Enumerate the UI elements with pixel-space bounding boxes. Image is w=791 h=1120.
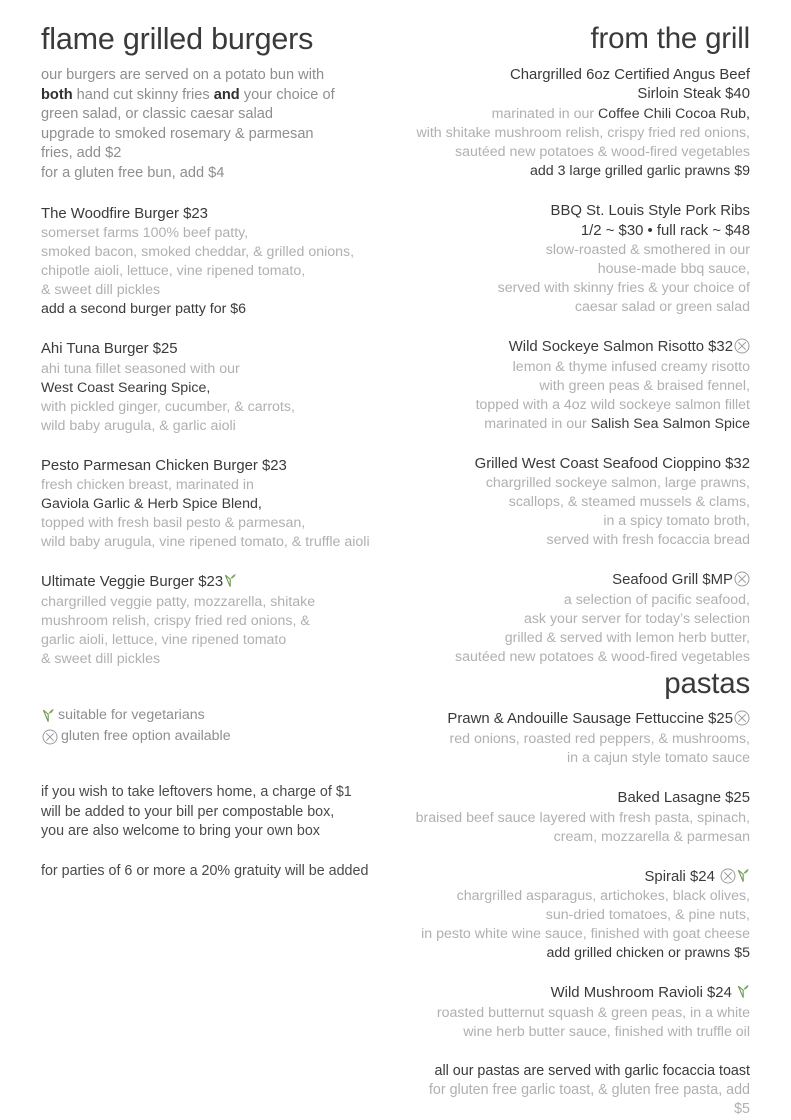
item-name-line-1: Chargrilled 6oz Certified Angus Beef (509, 66, 750, 83)
desc-line: with pickled ginger, cucumber, & carrots, (41, 398, 295, 415)
item-name-text: Pesto Parmesan Chicken Burger $23 (41, 457, 287, 474)
desc-line: a selection of pacific seafood, (563, 591, 750, 608)
desc-line: grilled & served with lemon herb butter, (504, 629, 750, 646)
desc-line: in a spicy tomato broth, (603, 513, 750, 530)
vegetarian-icon (737, 984, 750, 999)
desc-line: served with skinny fries & your choice of (497, 280, 750, 297)
note-line: if you wish to take leftovers home, a charge of $1 (41, 784, 352, 801)
item-description (413, 730, 751, 768)
item-name (413, 202, 751, 241)
desc-line: chipotle aioli, lettuce, vine ripened tomato, (41, 263, 306, 280)
intro-line-4: upgrade to smoked rosemary & parmesan (41, 125, 314, 142)
desc-line: in a cajun style tomato sauce (567, 749, 750, 766)
item-name (413, 984, 751, 1004)
item-description (413, 358, 751, 434)
menu-item (41, 457, 379, 552)
desc-emphasis-line: West Coast Searing Spice, (41, 379, 211, 396)
intro-line-2-mid: hand cut skinny fries (72, 86, 214, 103)
desc-line: ahi tuna fillet seasoned with our (41, 360, 240, 377)
section-heading-pastas: pastas (664, 666, 750, 700)
item-name-line-2: 1/2 ~ $30 • full rack ~ $48 (580, 222, 750, 239)
gluten-free-icon (720, 868, 736, 884)
desc-line: topped with a 4oz wild sockeye salmon fillet (475, 396, 750, 413)
desc-line: braised beef sauce layered with fresh pasta, spinach, (415, 809, 750, 826)
item-description (413, 1004, 751, 1042)
item-name (41, 340, 379, 360)
desc-line: & sweet dill pickles (41, 282, 161, 299)
desc-line: red onions, roasted red peppers, & mushrooms, (449, 731, 750, 748)
desc-line: cream, mozzarella & parmesan (553, 828, 750, 845)
pasta-footer-note (413, 1062, 751, 1120)
desc-line: ask your server for today’s selection (523, 610, 750, 627)
burgers-column (41, 22, 379, 1024)
item-name (413, 571, 751, 591)
desc-line: caesar salad or green salad (574, 299, 750, 316)
item-addon: add a second burger patty for $6 (41, 301, 247, 318)
item-name (413, 66, 751, 105)
item-description (41, 360, 379, 436)
menu-item (413, 868, 751, 963)
desc-line: wild baby arugula, vine ripened tomato, & truffle aioli (41, 534, 370, 551)
grill-and-pastas-column (413, 22, 751, 1118)
note-line: you are also welcome to bring your own box (41, 823, 320, 840)
desc-line: lemon & thyme infused creamy risotto (512, 358, 750, 375)
item-name (413, 868, 751, 888)
item-description (413, 241, 751, 317)
vegetarian-icon (224, 573, 237, 588)
vegetarian-icon (42, 708, 55, 723)
legend-row-gluten-free (41, 726, 379, 747)
item-name (41, 457, 379, 477)
gluten-free-icon (734, 710, 750, 726)
menu-item (41, 205, 379, 319)
desc-line: in pesto white wine sauce, finished with goat cheese (421, 926, 750, 943)
menu-item (413, 789, 751, 847)
desc-line: garlic aioli, lettuce, vine ripened tomato (41, 631, 287, 648)
menu-item (413, 710, 751, 768)
vegetarian-icon (737, 868, 750, 883)
desc-line: served with fresh focaccia bread (546, 532, 750, 549)
desc-line-prefix: marinated in our (484, 415, 591, 432)
desc-emphasis-word: Salish Sea Salmon Spice (590, 415, 750, 432)
item-addon: add grilled chicken or prawns $5 (546, 945, 750, 962)
gluten-free-icon (734, 571, 750, 587)
section-heading-burgers: flame grilled burgers (41, 22, 314, 56)
item-description (41, 593, 379, 669)
item-name (41, 205, 379, 225)
intro-line-2-end: your choice of (239, 86, 335, 103)
note-line: for parties of 6 or more a 20% gratuity will be added (41, 862, 369, 879)
item-description (41, 476, 379, 552)
desc-line: slow-roasted & smothered in our (545, 242, 750, 259)
item-description (413, 887, 751, 963)
intro-line-2 (41, 86, 379, 106)
pasta-footer-line-2: for gluten free garlic toast, & gluten free pasta, add $5 (428, 1082, 750, 1118)
footer-notes (41, 783, 379, 881)
item-name-text: The Woodfire Burger $23 (41, 205, 208, 222)
item-name (413, 338, 751, 358)
desc-line: wine herb butter sauce, finished with truffle oil (463, 1023, 750, 1040)
menu-item (41, 573, 379, 668)
desc-line: with shitake mushroom relish, crispy fried red onions, (416, 125, 750, 142)
desc-line: chargrilled asparagus, artichokes, black olives, (456, 888, 750, 905)
gluten-free-icon (42, 729, 58, 745)
note-gratuity (41, 862, 379, 881)
desc-line: somerset farms 100% beef patty, (41, 225, 249, 242)
section-heading-grill: from the grill (590, 22, 750, 55)
intro-bold-and: and (213, 86, 240, 103)
menu-item (413, 455, 751, 550)
desc-line: sun-dried tomatoes, & pine nuts, (545, 907, 750, 924)
desc-line: sautéed new potatoes & wood-fired vegetables (455, 144, 750, 161)
menu-item (413, 202, 751, 317)
intro-line-6: for a gluten free bun, add $4 (41, 165, 225, 182)
intro-line-1: our burgers are served on a potato bun with (41, 66, 325, 83)
item-name-text: Ultimate Veggie Burger $23 (41, 574, 224, 591)
item-name-text: Ahi Tuna Burger $25 (41, 341, 178, 358)
legend-row-vegetarian (41, 705, 379, 726)
desc-line: roasted butternut squash & green peas, in a white (436, 1004, 750, 1021)
desc-line: chargrilled sockeye salmon, large prawns, (485, 475, 750, 492)
item-description (413, 809, 751, 847)
item-name-line-1: Seafood Grill $MP (612, 572, 733, 589)
intro-line-3: green salad, or classic caesar salad (41, 106, 273, 123)
desc-line: scallops, & steamed mussels & clams, (508, 494, 750, 511)
item-description (413, 474, 751, 550)
menu-item (413, 984, 751, 1042)
burgers-intro (41, 66, 379, 184)
item-description (41, 224, 379, 319)
gluten-free-icon (734, 338, 750, 354)
note-leftovers (41, 783, 379, 841)
desc-line: chargrilled veggie patty, mozzarella, shitake (41, 593, 316, 610)
item-description (413, 105, 751, 181)
item-name-line-2: Sirloin Steak $40 (637, 86, 750, 103)
menu-item (413, 66, 751, 181)
item-name (413, 455, 751, 475)
pasta-footer-line-1: all our pastas are served with garlic focaccia toast (434, 1062, 750, 1079)
desc-emphasis-line: Gaviola Garlic & Herb Spice Blend, (41, 496, 262, 513)
item-name-line-1: Spirali $24 (644, 868, 715, 885)
item-addon: add 3 large grilled garlic prawns $9 (529, 163, 750, 179)
desc-line (413, 105, 751, 124)
desc-line: & sweet dill pickles (41, 650, 161, 667)
item-name (41, 573, 379, 593)
item-name-line-1: Wild Sockeye Salmon Risotto $32 (508, 339, 733, 356)
desc-line: topped with fresh basil pesto & parmesan, (41, 515, 306, 532)
desc-line: with green peas & braised fennel, (539, 377, 750, 394)
desc-line: house-made bbq sauce, (597, 261, 750, 278)
item-name-line-1: Prawn & Andouille Sausage Fettuccine $25 (447, 711, 733, 728)
item-name-line-1: Baked Lasagne $25 (617, 789, 750, 806)
desc-line: fresh chicken breast, marinated in (41, 477, 254, 494)
item-name-line-1: Wild Mushroom Ravioli $24 (550, 985, 732, 1001)
desc-emphasis-word: Coffee Chili Cocoa Rub, (598, 106, 750, 123)
item-description (413, 591, 751, 667)
item-name-line-1: BBQ St. Louis Style Pork Ribs (550, 202, 750, 219)
item-name-line-1: Grilled West Coast Seafood Cioppino $32 (474, 455, 750, 472)
item-name (413, 710, 751, 730)
menu-item (413, 338, 751, 433)
legend-label: gluten free option available (61, 727, 231, 744)
legend (41, 705, 379, 748)
legend-label: suitable for vegetarians (58, 706, 205, 723)
note-line: will be added to your bill per compostable box, (41, 803, 335, 820)
desc-line: smoked bacon, smoked cheddar, & grilled onions, (41, 244, 355, 261)
intro-bold-both: both (41, 86, 73, 103)
desc-line: mushroom relish, crispy fried red onions, & (41, 612, 310, 629)
menu-item (413, 571, 751, 666)
item-name (413, 789, 751, 809)
intro-line-5: fries, add $2 (41, 145, 122, 162)
desc-line: wild baby arugula, & garlic aioli (41, 417, 236, 434)
desc-line (413, 415, 751, 434)
desc-line: sautéed new potatoes & wood-fired vegetables (455, 648, 750, 665)
desc-line-prefix: marinated in our (491, 106, 599, 123)
menu-item (41, 340, 379, 435)
